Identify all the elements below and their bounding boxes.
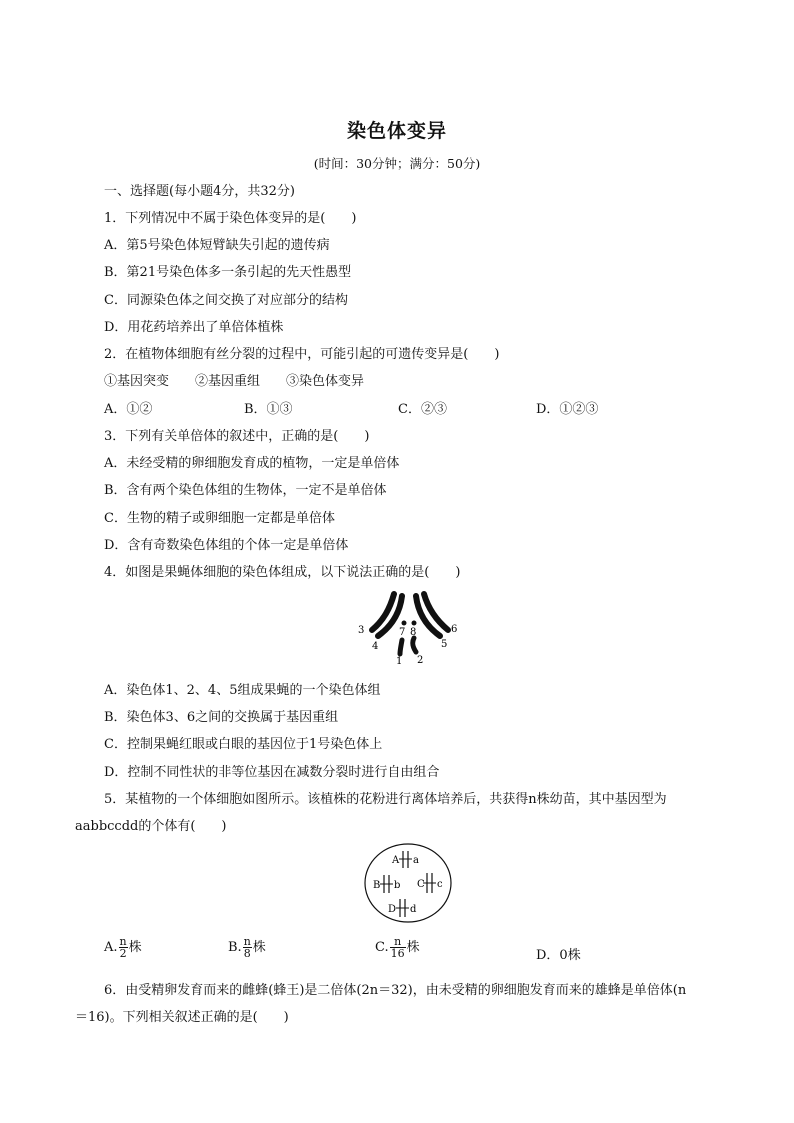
question-4-stem: 4．如图是果蝇体细胞的染色体组成，以下说法正确的是( ) — [104, 565, 461, 580]
question-1-option-a: A．第5号染色体短臂缺失引起的遗传病 — [104, 238, 330, 253]
question-3-option-d: D．含有奇数染色体组的个体一定是单倍体 — [104, 538, 349, 553]
question-4-option-c: C．控制果蝇红眼或白眼的基因位于1号染色体上 — [104, 737, 383, 752]
question-5-stem-line2: aabbccdd的个体有( ) — [75, 819, 227, 834]
question-5-option-c — [375, 936, 420, 959]
page-title: 染色体变异 — [346, 120, 447, 142]
question-3-option-a: A．未经受精的卵细胞发育成的植物，一定是单倍体 — [104, 456, 400, 471]
fruit-fly-chromosome-figure — [356, 588, 464, 668]
gene-B: B — [373, 880, 381, 891]
question-3-option-c: C．生物的精子或卵细胞一定都是单倍体 — [104, 511, 335, 526]
chromosome-2 — [413, 638, 416, 652]
fraction-n-over-8: $\frac{n}{8}$ — [243, 935, 251, 960]
question-2-option-b: B．①③ — [244, 402, 293, 417]
gene-d: d — [410, 904, 417, 915]
question-2-option-d: D．①②③ — [536, 402, 599, 417]
option-c-unit: 株 — [406, 940, 420, 955]
question-2-option-c: C．②③ — [398, 402, 447, 417]
option-b-prefix: B. — [228, 940, 242, 955]
question-6-stem-line2: ＝16)。下列相关叙述正确的是( ) — [75, 1010, 289, 1025]
question-2-items: ①基因突变 ②基因重组 ③染色体变异 — [104, 374, 365, 389]
option-b-unit: 株 — [252, 940, 266, 955]
gene-b: b — [394, 880, 401, 891]
section-heading: 一、选择题(每小题4分，共32分) — [104, 184, 295, 199]
gene-C: C — [417, 879, 425, 890]
gene-c: c — [437, 879, 443, 890]
gene-D: D — [388, 904, 397, 915]
exam-info: (时间：30分钟；满分：50分) — [313, 156, 481, 171]
fraction-n-over-16: $\frac{n}{16}$ — [390, 935, 405, 960]
chromosome-1 — [400, 640, 402, 654]
label-2: 2 — [417, 655, 424, 666]
label-8: 8 — [410, 627, 417, 638]
question-1-stem: 1．下列情况中不属于染色体变异的是( ) — [104, 211, 357, 226]
question-5-option-b — [228, 936, 266, 959]
label-4: 4 — [372, 641, 379, 652]
question-6-stem-line1: 6．由受精卵发育而来的雌蜂(蜂王)是二倍体(2n＝32)，由未受精的卵细胞发育而来的雄蜂是单倍体(n — [104, 983, 687, 998]
question-5-stem-line1: 5．某植物的一个体细胞如图所示。该植株的花粉进行离体培养后，共获得n株幼苗，其中基因型为 — [104, 792, 667, 807]
option-a-prefix: A. — [104, 940, 118, 955]
question-4-option-b: B．染色体3、6之间的交换属于基因重组 — [104, 710, 339, 725]
chromosome-7 — [402, 621, 407, 626]
question-5-option-d: D．0株 — [536, 948, 581, 963]
question-1-option-c: C．同源染色体之间交换了对应部分的结构 — [104, 293, 348, 308]
label-1: 1 — [396, 656, 403, 667]
label-6: 6 — [451, 624, 458, 635]
option-a-unit: 株 — [128, 940, 142, 955]
fraction-n-over-2: $\frac{n}{2}$ — [119, 935, 127, 960]
label-3: 3 — [358, 625, 365, 636]
question-2-stem: 2．在植物体细胞有丝分裂的过程中，可能引起的可遗传变异是( ) — [104, 347, 500, 362]
question-2-option-a: A．①② — [104, 402, 153, 417]
plant-cell-figure — [360, 841, 456, 925]
question-3-stem: 3．下列有关单倍体的叙述中，正确的是( ) — [104, 429, 370, 444]
gene-a: a — [413, 855, 419, 866]
question-1-option-b: B．第21号染色体多一条引起的先天性愚型 — [104, 265, 352, 280]
gene-A: A — [392, 855, 400, 866]
chromosome-8 — [412, 621, 417, 626]
label-5: 5 — [441, 639, 448, 650]
question-5-option-a — [104, 936, 142, 959]
question-4-option-a: A．染色体1、2、4、5组成果蝇的一个染色体组 — [104, 683, 381, 698]
label-7: 7 — [399, 627, 406, 638]
option-c-prefix: C. — [375, 940, 389, 955]
question-1-option-d: D．用花药培养出了单倍体植株 — [104, 320, 284, 335]
question-4-option-d: D．控制不同性状的非等位基因在减数分裂时进行自由组合 — [104, 765, 440, 780]
question-3-option-b: B．含有两个染色体组的生物体，一定不是单倍体 — [104, 483, 387, 498]
